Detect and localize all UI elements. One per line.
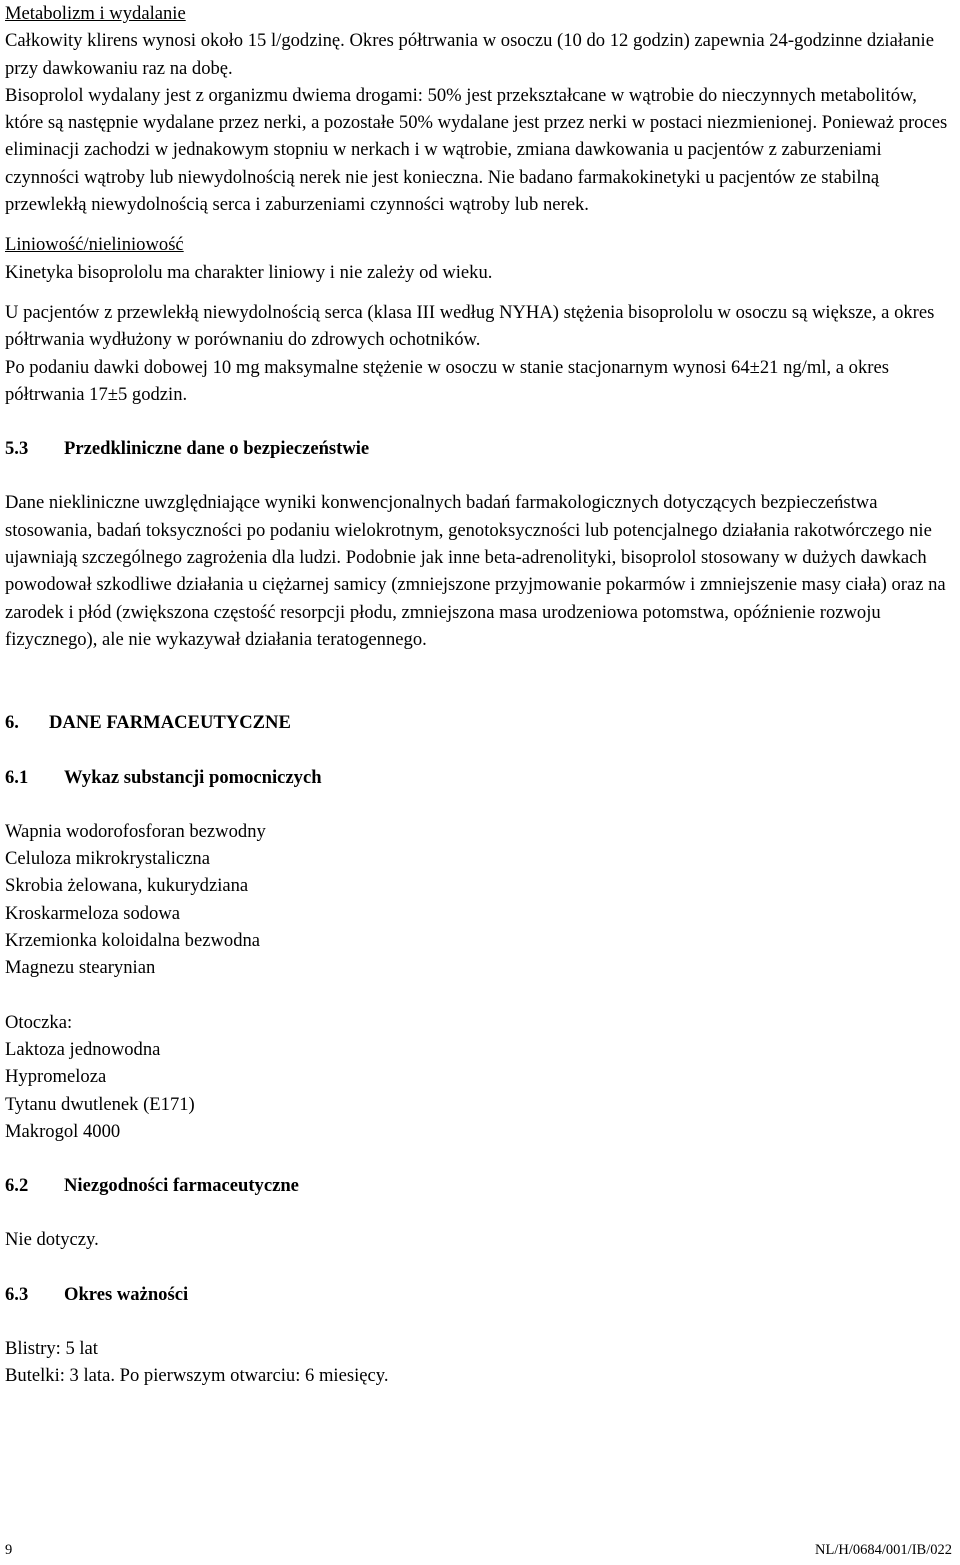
section-6-heading (5, 709, 953, 736)
linearity-paragraph: Kinetyka bisoprololu ma charakter liniowy i nie zależy od wieku. (5, 261, 493, 283)
section-title: Wykaz substancji pomocniczych (64, 766, 322, 788)
section-title: DANE FARMACEUTYCZNE (49, 712, 291, 734)
list-item: Skrobia żelowana, kukurydziana (5, 875, 249, 897)
section-number: 6.2 (5, 1175, 29, 1197)
list-item: Makrogol 4000 (5, 1120, 121, 1142)
linearity-title: Liniowość/nieliniowość (5, 234, 184, 256)
section-6-2-heading (5, 1172, 953, 1199)
section-5-3-heading (5, 435, 953, 462)
section-title: Niezgodności farmaceutyczne (64, 1175, 299, 1197)
list-item: Tytanu dwutlenek (E171) (5, 1093, 195, 1115)
heart-failure-paragraph-1: U pacjentów z przewlekłą niewydolnością serca (klasa III według NYHA) stężenia bisoprololu w osoczu są większe, a okres półtrwania wydłużony w porównaniu do zdrowych ochotników. (5, 301, 935, 351)
excipients-coating-list (5, 1036, 953, 1145)
list-item: Krzemionka koloidalna bezwodna (5, 930, 261, 952)
section-number: 5.3 (5, 438, 29, 460)
document-page (5, 0, 953, 1390)
metabolism-paragraph-1: Całkowity klirens wynosi około 15 l/godzinę. Okres półtrwania w osoczu (10 do 12 godzin) zapewnia 24-godzinne działanie przy dawkowaniu raz na dobę. (5, 30, 934, 79)
list-item: Wapnia wodorofosforan bezwodny (5, 820, 266, 842)
section-6-3-heading (5, 1281, 953, 1308)
heart-failure-paragraph-2: Po podaniu dawki dobowej 10 mg maksymalne stężenie w osoczu w stanie stacjonarnym wynosi 64±21 ng/ml, a okres półtrwania 17±5 godzin. (5, 356, 889, 405)
metabolism-title: Metabolizm i wydalanie (5, 3, 186, 24)
shelf-life-blisters: Blistry: 5 lat (5, 1337, 98, 1359)
section-title: Okres ważności (64, 1283, 189, 1305)
list-item: Hypromeloza (5, 1066, 107, 1088)
page-number: 9 (5, 1542, 13, 1558)
list-item: Celuloza mikrokrystaliczna (5, 848, 210, 870)
coating-label: Otoczka: (5, 1011, 73, 1033)
section-6-2-paragraph: Nie dotyczy. (5, 1229, 99, 1251)
list-item: Kroskarmeloza sodowa (5, 902, 181, 924)
document-code: NL/H/0684/001/IB/022 (815, 1542, 952, 1558)
section-title: Przedkliniczne dane o bezpieczeństwie (64, 438, 370, 460)
shelf-life-bottles: Butelki: 3 lata. Po pierwszym otwarciu: 6 miesięcy. (5, 1365, 389, 1387)
list-item: Laktoza jednowodna (5, 1038, 161, 1060)
section-number: 6.1 (5, 766, 29, 788)
section-number: 6.3 (5, 1283, 29, 1305)
page-footer (0, 1540, 960, 1560)
excipients-core-list (5, 818, 953, 982)
section-number: 6. (5, 712, 19, 734)
metabolism-paragraph-2: Bisoprolol wydalany jest z organizmu dwiema drogami: 50% jest przekształcane w wątrobie do nieczynnych metabolitów, które są następnie wydalane przez nerki, a pozostałe 50% wydalane jest przez nerki w postaci niezmienionej. Ponieważ proces eliminacji zachodzi w jednakowym stopniu w nerkach i w wątrobie, zmiana dawkowania u pacjentów z zaburzeniami czynności wątroby lub niewydolnością nerek nie jest konieczna. Nie badano farmakokinetyki u pacjentów ze stabilną przewlekłą niewydolnością serca i zaburzeniami czynności wątroby lub nerek. (5, 84, 948, 216)
section-5-3-paragraph: Dane niekliniczne uwzględniające wyniki konwencjonalnych badań farmakologicznych dotyczących bezpieczeństwa stosowania, badań toksyczności po podaniu wielokrotnym, genotoksyczności lub potencjalnego działania rakotwórczego nie ujawniają szczególnego zagrożenia dla ludzi. Podobnie jak inne beta-adrenolityki, bisoprolol stosowany w dużych dawkach powodował szkodliwe działania u ciężarnej samicy (zmniejszone przyjmowanie pokarmów i zmniejszenie masy ciała) oraz na zarodek i płód (zwiększona częstość resorpcji płodu, zmniejszona masa urodzeniowa potomstwa, opóźnienie rozwoju fizycznego), ale nie wykazywał działania teratogennego. (5, 492, 946, 650)
list-item: Magnezu stearynian (5, 957, 156, 979)
section-6-1-heading (5, 764, 953, 791)
